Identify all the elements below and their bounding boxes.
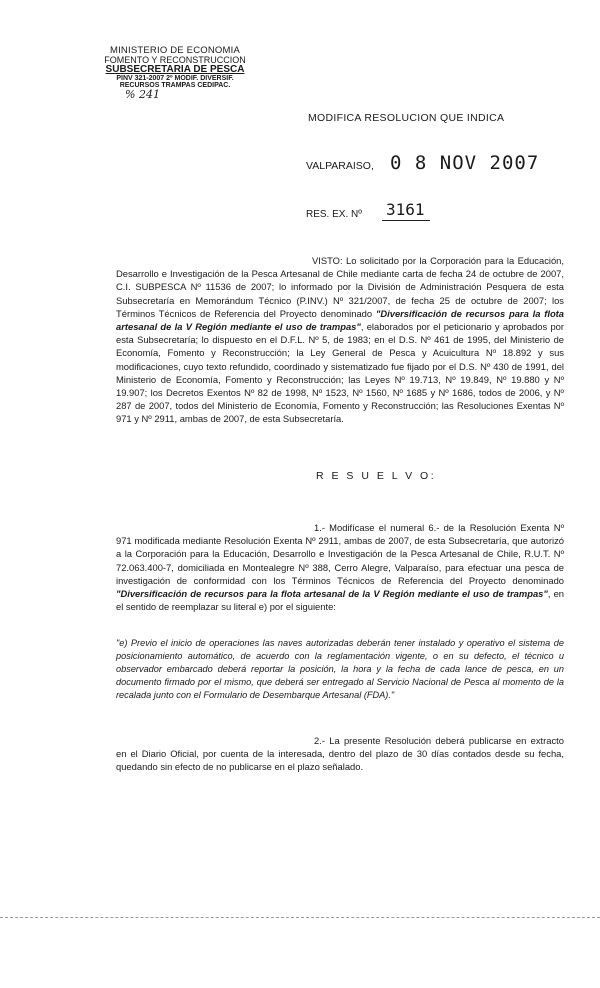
replacement-literal-quote: "e) Previo el inicio de operaciones las naves autorizadas deberán tener instalado y operativo el sistema de posicionamiento automático, de acuerdo con la reglamentación vigente, o en su defecto, el técnico u observador embarcado deberá reportar la posición, la hora y la fecha de cada lance de pesca, en un documento firmado por el mismo, que deberá ser entregado al Servicio Nacional de Pesca al momento de la recalada junto con el Formulario de Desembarque Artesanal (FDA)." — [116, 638, 564, 700]
reference-line-1: PINV 321-2007 2º MODIF. DIVERSIF. — [116, 74, 234, 82]
ministry-subtitle: FOMENTO Y RECONSTRUCCION — [104, 54, 246, 65]
resolution-underline — [382, 220, 430, 221]
item-1-paragraph: 1.- Modifícase el numeral 6.- de la Resolución Exenta Nº 971 modificada mediante Resolución Exenta Nº 2911, ambas de 2007, de esta Subsecretaría, que autorizó a la Corporación para la Educación, Desarrollo e Investigación de la Pesca Artesanal de Chile, R.U.T. Nº 72.063.400-7, domiciliada en Montealegre Nº 388, Cerro Alegre, Valparaíso, para efectuar una pesca de investigación de conformidad con los Términos Técnicos de Referencia del Proyecto denominado "Diversificación de recursos para la flota artesanal de la V Región mediante el uso de trampas", en el sentido de reemplazar su literal e) por el siguiente: — [116, 522, 564, 613]
letterhead — [85, 46, 265, 100]
document-subject: MODIFICA RESOLUCION QUE INDICA — [308, 112, 505, 124]
handwritten-mark: % 241 — [125, 87, 160, 101]
item-2-paragraph: 2.- La presente Resolución deberá publicarse en extracto en el Diario Oficial, por cuenta de la interesada, dentro del plazo de 30 días contados desde su fecha, quedando sin efecto de no publicarse en el plazo señalado. — [116, 735, 564, 773]
ministry-name: MINISTERIO DE ECONOMIA — [109, 45, 241, 56]
project-title-repeat: "Diversificación de recursos para la flota artesanal de la V Región mediante el uso de trampas" — [116, 588, 548, 600]
resolution-number: 3161 — [386, 200, 425, 219]
resuelvo-heading: R E S U E L V O: — [316, 470, 437, 482]
visto-paragraph: VISTO: Lo solicitado por la Corporación para la Educación, Desarrollo e Investigación de la Pesca Artesanal de Chile mediante carta de fecha 24 de octubre de 2007, C.I. SUBPESCA Nº 11536 de 2007; lo informado por la División de Administración Pesquera de esta Subsecretaría en Memorándum Técnico (P.INV.) Nº 321/2007, de fecha 25 de octubre de 2007; los Términos Técnicos de Referencia del Proyecto denominado "Diversificación de recursos para la flota artesanal de la V Región mediante el uso de trampas", elaborados por el peticionario y aprobados por esta Subsecretaría; lo dispuesto en el D.F.L. Nº 5, de 1983; en el D.S. Nº 461 de 1995, del Ministerio de Economía, Fomento y Reconstrucción; la Ley General de Pesca y Acuicultura Nº 18.892 y sus modificaciones, cuyo texto refundido, coordinado y sistematizado fue fijado por el D.S. Nº 430 de 1991, del Ministerio de Economía, Fomento y Reconstrucción; las Leyes Nº 19.713, Nº 19.849, Nº 19.880 y Nº 19.907; los Decretos Exentos Nº 82 de 1998, Nº 1523, Nº 1560, Nº 1685 y Nº 1686, todos de 2006, y Nº 287 de 2007, todos del Ministerio de Economía, Fomento y Reconstrucción; las Resoluciones Exentas Nº 971 y Nº 2911, ambas de 2007, de esta Subsecretaría. — [116, 255, 565, 425]
date-stamp: 0 8 NOV 2007 — [390, 152, 540, 174]
project-title: "Diversificación de recursos para la flota artesanal de la V Región mediante el uso de trampas" — [116, 307, 565, 333]
reference-line-2: RECURSOS TRAMPAS CEDIPAC. — [119, 81, 231, 89]
subsecretaria-name: SUBSECRETARIA DE PESCA — [105, 63, 245, 75]
resolution-label: RES. EX. Nº — [306, 209, 362, 220]
scan-edge-line — [0, 917, 600, 918]
place-label: VALPARAISO, — [306, 160, 374, 172]
